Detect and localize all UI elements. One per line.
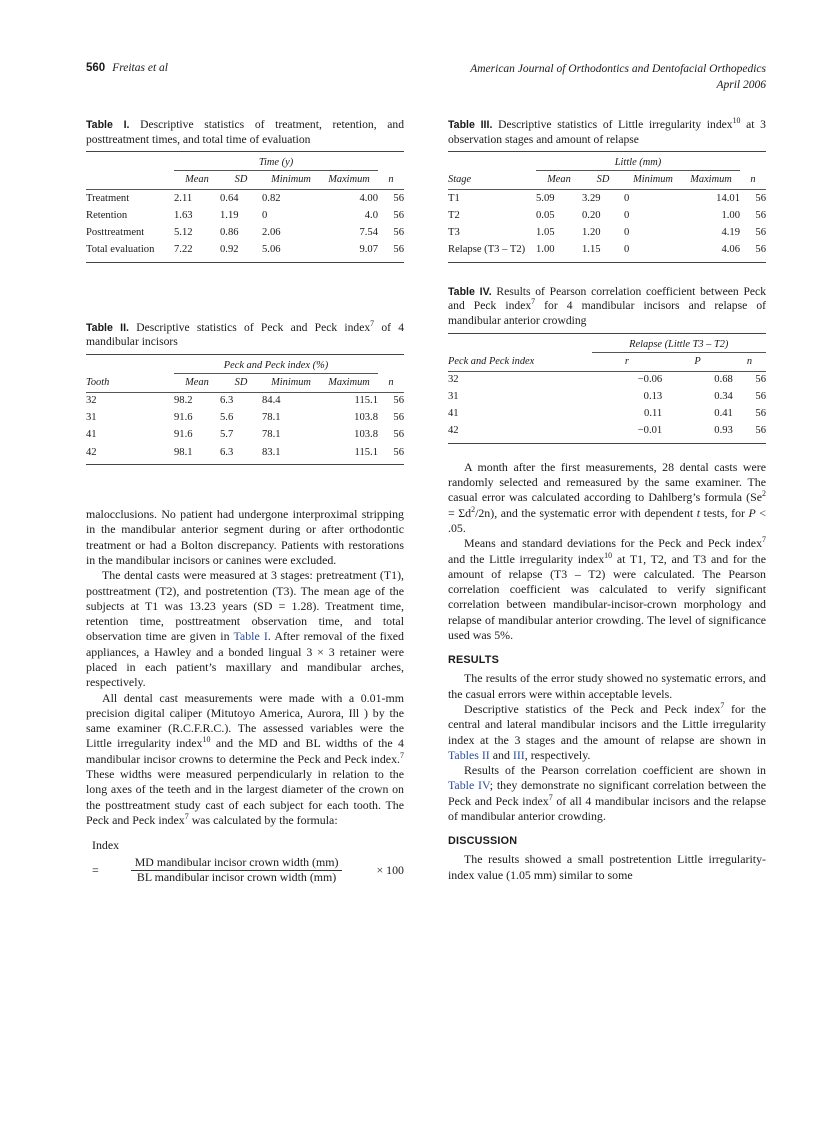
table-row	[86, 427, 404, 444]
table-4-r1-stub: 31	[448, 391, 459, 403]
table-3-head-maximum: Maximum	[690, 174, 732, 186]
table-4-caption	[448, 285, 766, 329]
table-3-r3-sd: 1.15	[582, 244, 601, 256]
table-1-r3-stub: Total evaluation	[86, 244, 155, 256]
footnote-ref-7a: 7	[400, 750, 404, 760]
table-row	[448, 423, 766, 443]
formula-fraction	[103, 855, 371, 885]
paragraph-text-b: for the central and lateral mandibular incisors and the Little irregularity index at the 3 stages and the amount of relapse are shown in	[448, 701, 766, 747]
table-1-r0-maximum: 4.00	[359, 192, 378, 204]
table-4-head-p: P	[694, 355, 701, 367]
table-row	[86, 444, 404, 464]
issue-date: April 2006	[716, 78, 766, 91]
running-head-left	[86, 62, 168, 74]
table-2-caption	[86, 318, 404, 350]
table-3-caption-ref: 10	[732, 116, 741, 126]
table-4-r2-stub: 41	[448, 408, 459, 420]
table-1-r3-minimum: 5.06	[262, 244, 281, 256]
table-1-r2-sd: 0.86	[220, 226, 239, 238]
table-1-r0-n: 56	[393, 192, 404, 204]
peck-index-formula	[86, 838, 404, 885]
table-2-r3-stub: 42	[86, 446, 97, 458]
table-row	[448, 389, 766, 406]
table-2-head-minimum: Minimum	[271, 376, 311, 388]
footnote-ref-7: 7	[720, 700, 725, 710]
footnote-ref-10: 10	[604, 550, 613, 560]
italic-p: P	[748, 505, 756, 520]
table-3-span-blank-n	[740, 152, 766, 171]
table-4-r0-p: 0.68	[714, 373, 733, 385]
table-row	[86, 190, 404, 208]
table-2-r3-n: 56	[393, 446, 404, 458]
footnote-ref-10: 10	[202, 735, 211, 745]
table-4-r0-stub: 32	[448, 373, 459, 385]
table-2-span-blank	[86, 354, 174, 373]
table-2-r1-mean: 91.6	[174, 412, 193, 424]
table-3-r2-mean: 1.05	[536, 226, 555, 238]
table-2-r0-minimum: 84.4	[262, 395, 281, 407]
journal-title: American Journal of Orthodontics and Dentofacial Orthopedics	[470, 63, 766, 75]
table-1-r1-maximum: 4.0	[364, 209, 378, 221]
table-3-r2-sd: 1.20	[582, 226, 601, 238]
spacer	[86, 263, 404, 321]
left-column	[86, 118, 404, 885]
italic-t: t	[696, 505, 701, 520]
formula-denominator: BL mandibular incisor crown width (mm)	[136, 870, 337, 885]
table-4-r1-p: 0.34	[714, 391, 733, 403]
footnote-ref-7: 7	[762, 535, 766, 545]
running-head-authors: Freitas et al	[112, 62, 168, 74]
table-1-span-header: Time (y)	[258, 157, 294, 169]
formula-equation	[92, 855, 404, 885]
paragraph-text: The results of the error study showed no systematic errors, and the casual errors were within acceptable levels.	[448, 671, 766, 701]
table-3-r3-maximum: 4.06	[721, 244, 740, 256]
table-2-caption-ref: 7	[370, 318, 375, 328]
paragraph-text-a: Results of the Pearson correlation coefficient are shown in	[464, 763, 766, 778]
formula-index-label: Index	[92, 838, 120, 853]
paragraph-text-b: . After removal of the fixed appliances, a Hawley and a bonded lingual 3 × 3 retainer were placed in each patient’s maxillary and mandibular arches, respectively.	[86, 629, 405, 690]
table-3-caption-pre: Descriptive statistics of Little irregularity index	[498, 118, 733, 131]
paragraph-text-a: Descriptive statistics of the Peck and Peck index	[464, 701, 721, 716]
table-1-r2-maximum: 7.54	[359, 226, 378, 238]
table-4-r0-n: 56	[755, 373, 766, 385]
table-row	[86, 392, 404, 410]
table-2-r0-sd: 6.3	[220, 395, 234, 407]
table-3-caption	[448, 118, 766, 147]
paragraph-malocclusions	[86, 507, 404, 568]
table-4-r1-r: 0.13	[643, 391, 663, 403]
table-1-r1-stub: Retention	[86, 209, 128, 221]
table-4-r1-n: 56	[755, 391, 766, 403]
table-1-r2-mean: 5.12	[174, 226, 193, 238]
table-3-r2-n: 56	[755, 226, 766, 238]
paragraph-text-e: < .05.	[448, 505, 766, 535]
section-heading-results: RESULTS	[448, 654, 499, 667]
table-1-head-minimum: Minimum	[271, 174, 311, 186]
page-number: 560	[86, 62, 106, 74]
table-3-r3-n: 56	[755, 244, 766, 256]
exponent-2b: 2	[471, 504, 476, 514]
table-3-r1-maximum: 1.00	[721, 209, 740, 221]
table-row	[448, 190, 766, 208]
table-3-r0-sd: 3.29	[582, 192, 601, 204]
table-2-r3-maximum: 115.1	[354, 446, 378, 458]
paragraph-means-sd	[448, 536, 766, 643]
table-3-r3-minimum: 0	[624, 244, 630, 256]
table-1-head-n: n	[388, 174, 394, 186]
table-1-head-stub	[86, 171, 174, 190]
table-1-span-blank-n	[378, 152, 404, 171]
table-3-block	[448, 118, 766, 263]
table-3-span-blank	[448, 152, 536, 171]
table-3	[448, 151, 766, 262]
table-2-r0-mean: 98.2	[174, 395, 193, 407]
table-1-r2-minimum: 2.06	[262, 226, 281, 238]
section-heading-discussion: DISCUSSION	[448, 835, 518, 848]
table-1-r0-minimum: 0.82	[262, 192, 281, 204]
running-head	[86, 62, 766, 96]
table-2-span-header: Peck and Peck index (%)	[223, 359, 329, 371]
paragraph-text-b: ; they demonstrate no significant correlation between the Peck and Peck index	[448, 778, 767, 808]
table-2-caption-post: of 4 mandibular incisors	[86, 320, 404, 349]
table-row	[448, 242, 766, 262]
table-2-r0-maximum: 115.1	[354, 395, 378, 407]
table-3-r1-stub: T2	[448, 209, 460, 221]
footnote-ref-7: 7	[548, 792, 553, 802]
table-row	[86, 152, 404, 171]
table-2-r3-sd: 6.3	[220, 446, 234, 458]
spacer	[86, 465, 404, 507]
table-2-r3-minimum: 83.1	[262, 446, 281, 458]
table-2	[86, 354, 404, 465]
table-3-r1-mean: 0.05	[536, 209, 555, 221]
table-3-span-header: Little (mm)	[614, 157, 662, 169]
paragraph-text-b: and the MD and BL widths of the 4 mandibular incisor crowns to determine the Peck and Peck index.	[86, 736, 404, 766]
table-4-head-r: r	[624, 355, 629, 367]
table-row	[86, 410, 404, 427]
table-1-r0-sd: 0.64	[220, 192, 239, 204]
table-1-r2-stub: Posttreatment	[86, 226, 145, 238]
table-2-block	[86, 318, 404, 466]
spacer	[448, 444, 766, 460]
table-3-head-minimum: Minimum	[633, 174, 673, 186]
table-3-label: Table III.	[448, 119, 493, 131]
exponent-2a: 2	[762, 489, 766, 499]
table-2-r1-stub: 31	[86, 412, 97, 424]
paragraph-text: The results showed a small postretention Little irregularity-index value (1.05 mm) similar to some	[448, 852, 766, 882]
table-2-head-stub: Tooth	[86, 376, 110, 388]
table-row	[448, 371, 766, 389]
table-2-r0-n: 56	[393, 395, 404, 407]
table-1-r1-mean: 1.63	[174, 209, 193, 221]
formula-equals: =	[92, 862, 99, 877]
table-2-r0-stub: 32	[86, 395, 97, 407]
table-2-r2-sd: 5.7	[220, 429, 234, 441]
table-1-head-maximum: Maximum	[328, 174, 370, 186]
table-1-r3-mean: 7.22	[174, 244, 193, 256]
table-row	[86, 374, 404, 393]
table-1-r1-minimum: 0	[262, 209, 268, 221]
paragraph-text-b: and the Little irregularity index	[448, 551, 605, 566]
table-3-head-sd: SD	[596, 174, 610, 186]
paragraph-text-d: , respectively.	[524, 747, 591, 762]
table-3-r1-sd: 0.20	[582, 209, 601, 221]
table-4	[448, 333, 766, 444]
table-2-head-maximum: Maximum	[328, 376, 370, 388]
paragraph-discussion-1	[448, 852, 766, 883]
paragraph-text: malocclusions. No patient had undergone interproximal stripping in the mandibular anterior segment during or after orthodontic treatment or had a Bolton discrepancy. Patients with restorations in the mandibular incisors or canines were excluded.	[86, 507, 404, 567]
table-1-head-mean: Mean	[185, 174, 209, 186]
xref-tables-2[interactable]: Tables II	[448, 747, 490, 762]
table-1-r3-maximum: 9.07	[359, 244, 378, 256]
table-2-head-n: n	[388, 376, 394, 388]
table-1-r0-stub: Treatment	[86, 192, 130, 204]
table-4-span-blank	[448, 333, 592, 352]
table-3-r1-n: 56	[755, 209, 766, 221]
table-3-r3-mean: 1.00	[536, 244, 555, 256]
paragraph-results-1	[448, 671, 766, 702]
formula-multiplier: × 100	[376, 862, 404, 877]
paragraph-text-a: Means and standard deviations for the Peck and Peck index	[464, 536, 763, 551]
table-4-r2-r: 0.11	[644, 408, 663, 420]
table-row	[448, 333, 766, 352]
table-4-label: Table IV.	[448, 285, 492, 298]
table-3-r0-mean: 5.09	[536, 192, 555, 204]
table-3-r0-maximum: 14.01	[716, 192, 740, 204]
table-row	[86, 242, 404, 262]
table-3-head-n: n	[750, 174, 756, 186]
paragraph-dental-casts	[86, 568, 404, 690]
table-1-span-blank	[86, 152, 174, 171]
table-1-r1-sd: 1.19	[220, 209, 239, 221]
table-1-block	[86, 118, 404, 263]
table-1-r1-n: 56	[393, 209, 404, 221]
table-3-r2-minimum: 0	[624, 226, 630, 238]
paragraph-measurements	[86, 691, 404, 829]
table-3-r2-stub: T3	[448, 226, 460, 238]
table-2-head-mean: Mean	[185, 376, 209, 388]
table-3-head-stub: Stage	[448, 174, 472, 186]
table-4-r2-n: 56	[755, 408, 766, 420]
table-4-r2-p: 0.41	[714, 408, 733, 420]
table-4-span-header: Relapse (Little T3 – T2)	[629, 338, 729, 350]
paragraph-text-a: All dental cast measurements were made with a 0.01-mm precision digital caliper (Mitutoyo America, Aurora, Ill ) by the same examiner (R.C.F.R.C.). The assessed variables were the Little irregularity index	[86, 690, 404, 751]
footnote-ref-7b: 7	[184, 812, 189, 821]
table-1-r2-n: 56	[393, 226, 404, 238]
right-column	[448, 118, 766, 883]
table-1	[86, 151, 404, 262]
table-2-r2-maximum: 103.8	[354, 429, 378, 441]
table-3-caption-post: at 3 observation stages and amount of relapse	[448, 118, 766, 146]
paragraph-text-d: was calculated by the formula:	[188, 812, 338, 827]
table-4-head-n: n	[746, 355, 753, 367]
table-row	[86, 171, 404, 190]
table-row	[448, 152, 766, 171]
table-row	[448, 406, 766, 423]
running-head-right	[470, 62, 766, 93]
table-4-caption-post: for 4 mandibular incisors and relapse of mandibular anterior crowding	[448, 299, 766, 327]
formula-numerator: MD mandibular incisor crown width (mm)	[131, 855, 343, 871]
paragraph-text-c: These widths were measured perpendicularly in relation to the long axes of the teeth and in the largest diameter of the crown on the posttreatment study cast of each subject for each tooth. The Peck and Peck index	[86, 767, 404, 827]
table-row	[448, 208, 766, 225]
table-1-head-sd: SD	[234, 174, 248, 186]
table-2-span-blank-n	[378, 354, 404, 373]
xref-table-1[interactable]: Table I	[233, 629, 268, 644]
paragraph-text-c: at T1, T2, and T3 and for the amount of relapse (T3 – T2) were calculated. The Pearson correlation coefficient was calculated to verify significant correlation between mandibular-incisor-crown morphology and relapse of mandibular anterior crowding. The level of significance used was 5%.	[448, 551, 766, 643]
spacer	[448, 263, 766, 285]
table-3-r0-minimum: 0	[624, 192, 630, 204]
table-3-r0-stub: T1	[448, 192, 460, 204]
table-4-r0-r: −0.06	[637, 373, 663, 385]
paragraph-results-2	[448, 702, 766, 763]
table-1-caption	[86, 118, 404, 147]
table-row	[448, 353, 766, 372]
table-3-r1-minimum: 0	[624, 209, 630, 221]
table-3-head-mean: Mean	[547, 174, 571, 186]
xref-table-4[interactable]: Table IV	[448, 778, 490, 793]
table-3-r0-n: 56	[755, 192, 766, 204]
table-4-caption-ref: 7	[531, 297, 536, 307]
table-4-caption-pre: Results of Pearson correlation coefficient between Peck and Peck index	[448, 284, 766, 313]
table-2-r2-minimum: 78.1	[262, 429, 281, 441]
paragraph-results-3	[448, 763, 766, 824]
paragraph-text-d: tests, for	[700, 505, 749, 520]
table-3-r3-stub: Relapse (T3 – T2)	[448, 244, 526, 256]
paragraph-text-c: of all 4 mandibular incisors and the relapse of mandibular anterior crowding.	[448, 793, 766, 823]
paragraph-text-b: = Σd	[448, 505, 472, 520]
table-4-block	[448, 285, 766, 444]
table-row	[448, 225, 766, 242]
table-2-r2-mean: 91.6	[174, 429, 193, 441]
paragraph-error-study	[448, 460, 766, 536]
paragraph-text-a: A month after the first measurements, 28 dental casts were randomly selected and remeasured by the same examiner. The casual error was calculated according to Dahlberg’s formula (Se	[448, 459, 766, 505]
table-2-r2-n: 56	[393, 429, 404, 441]
table-row	[448, 171, 766, 190]
table-2-r1-minimum: 78.1	[262, 412, 281, 424]
table-1-r3-sd: 0.92	[220, 244, 239, 256]
table-2-r3-mean: 98.1	[174, 446, 193, 458]
table-2-label: Table II.	[86, 321, 129, 334]
paragraph-text-c: /2n), and the systematic error with dependent	[475, 505, 697, 520]
table-4-r3-n: 56	[755, 425, 766, 437]
table-2-r1-n: 56	[393, 412, 404, 424]
table-4-r3-p: 0.93	[714, 425, 733, 437]
table-1-r0-mean: 2.11	[174, 192, 193, 204]
table-row	[86, 208, 404, 225]
table-1-label: Table I.	[86, 119, 130, 131]
table-2-caption-pre: Descriptive statistics of Peck and Peck index	[136, 320, 371, 334]
paragraph-text-a: The dental casts were measured at 3 stages: pretreatment (T1), posttreatment (T2), and postretention (T3). The mean age of the subjects at T1 was 13.23 years (SD = 1.28). Treatment time, retention time, posttreatment observation time, and total observation time are given in	[86, 568, 404, 644]
table-1-r3-n: 56	[393, 244, 404, 256]
table-4-r3-stub: 42	[448, 425, 459, 437]
table-3-r2-maximum: 4.19	[721, 226, 740, 238]
table-4-r3-r: −0.01	[637, 425, 663, 437]
table-row	[86, 354, 404, 373]
table-row	[86, 225, 404, 242]
xref-table-3[interactable]: III	[512, 747, 525, 762]
table-2-head-sd: SD	[234, 376, 248, 388]
table-2-r1-sd: 5.6	[220, 412, 234, 424]
table-4-head-stub: Peck and Peck index	[448, 355, 535, 367]
paragraph-text-c: and	[489, 747, 513, 762]
table-2-r1-maximum: 103.8	[354, 412, 378, 424]
table-2-r2-stub: 41	[86, 429, 97, 441]
table-1-caption-text: Descriptive statistics of treatment, retention, and posttreatment times, and total time of evaluation	[86, 118, 405, 146]
